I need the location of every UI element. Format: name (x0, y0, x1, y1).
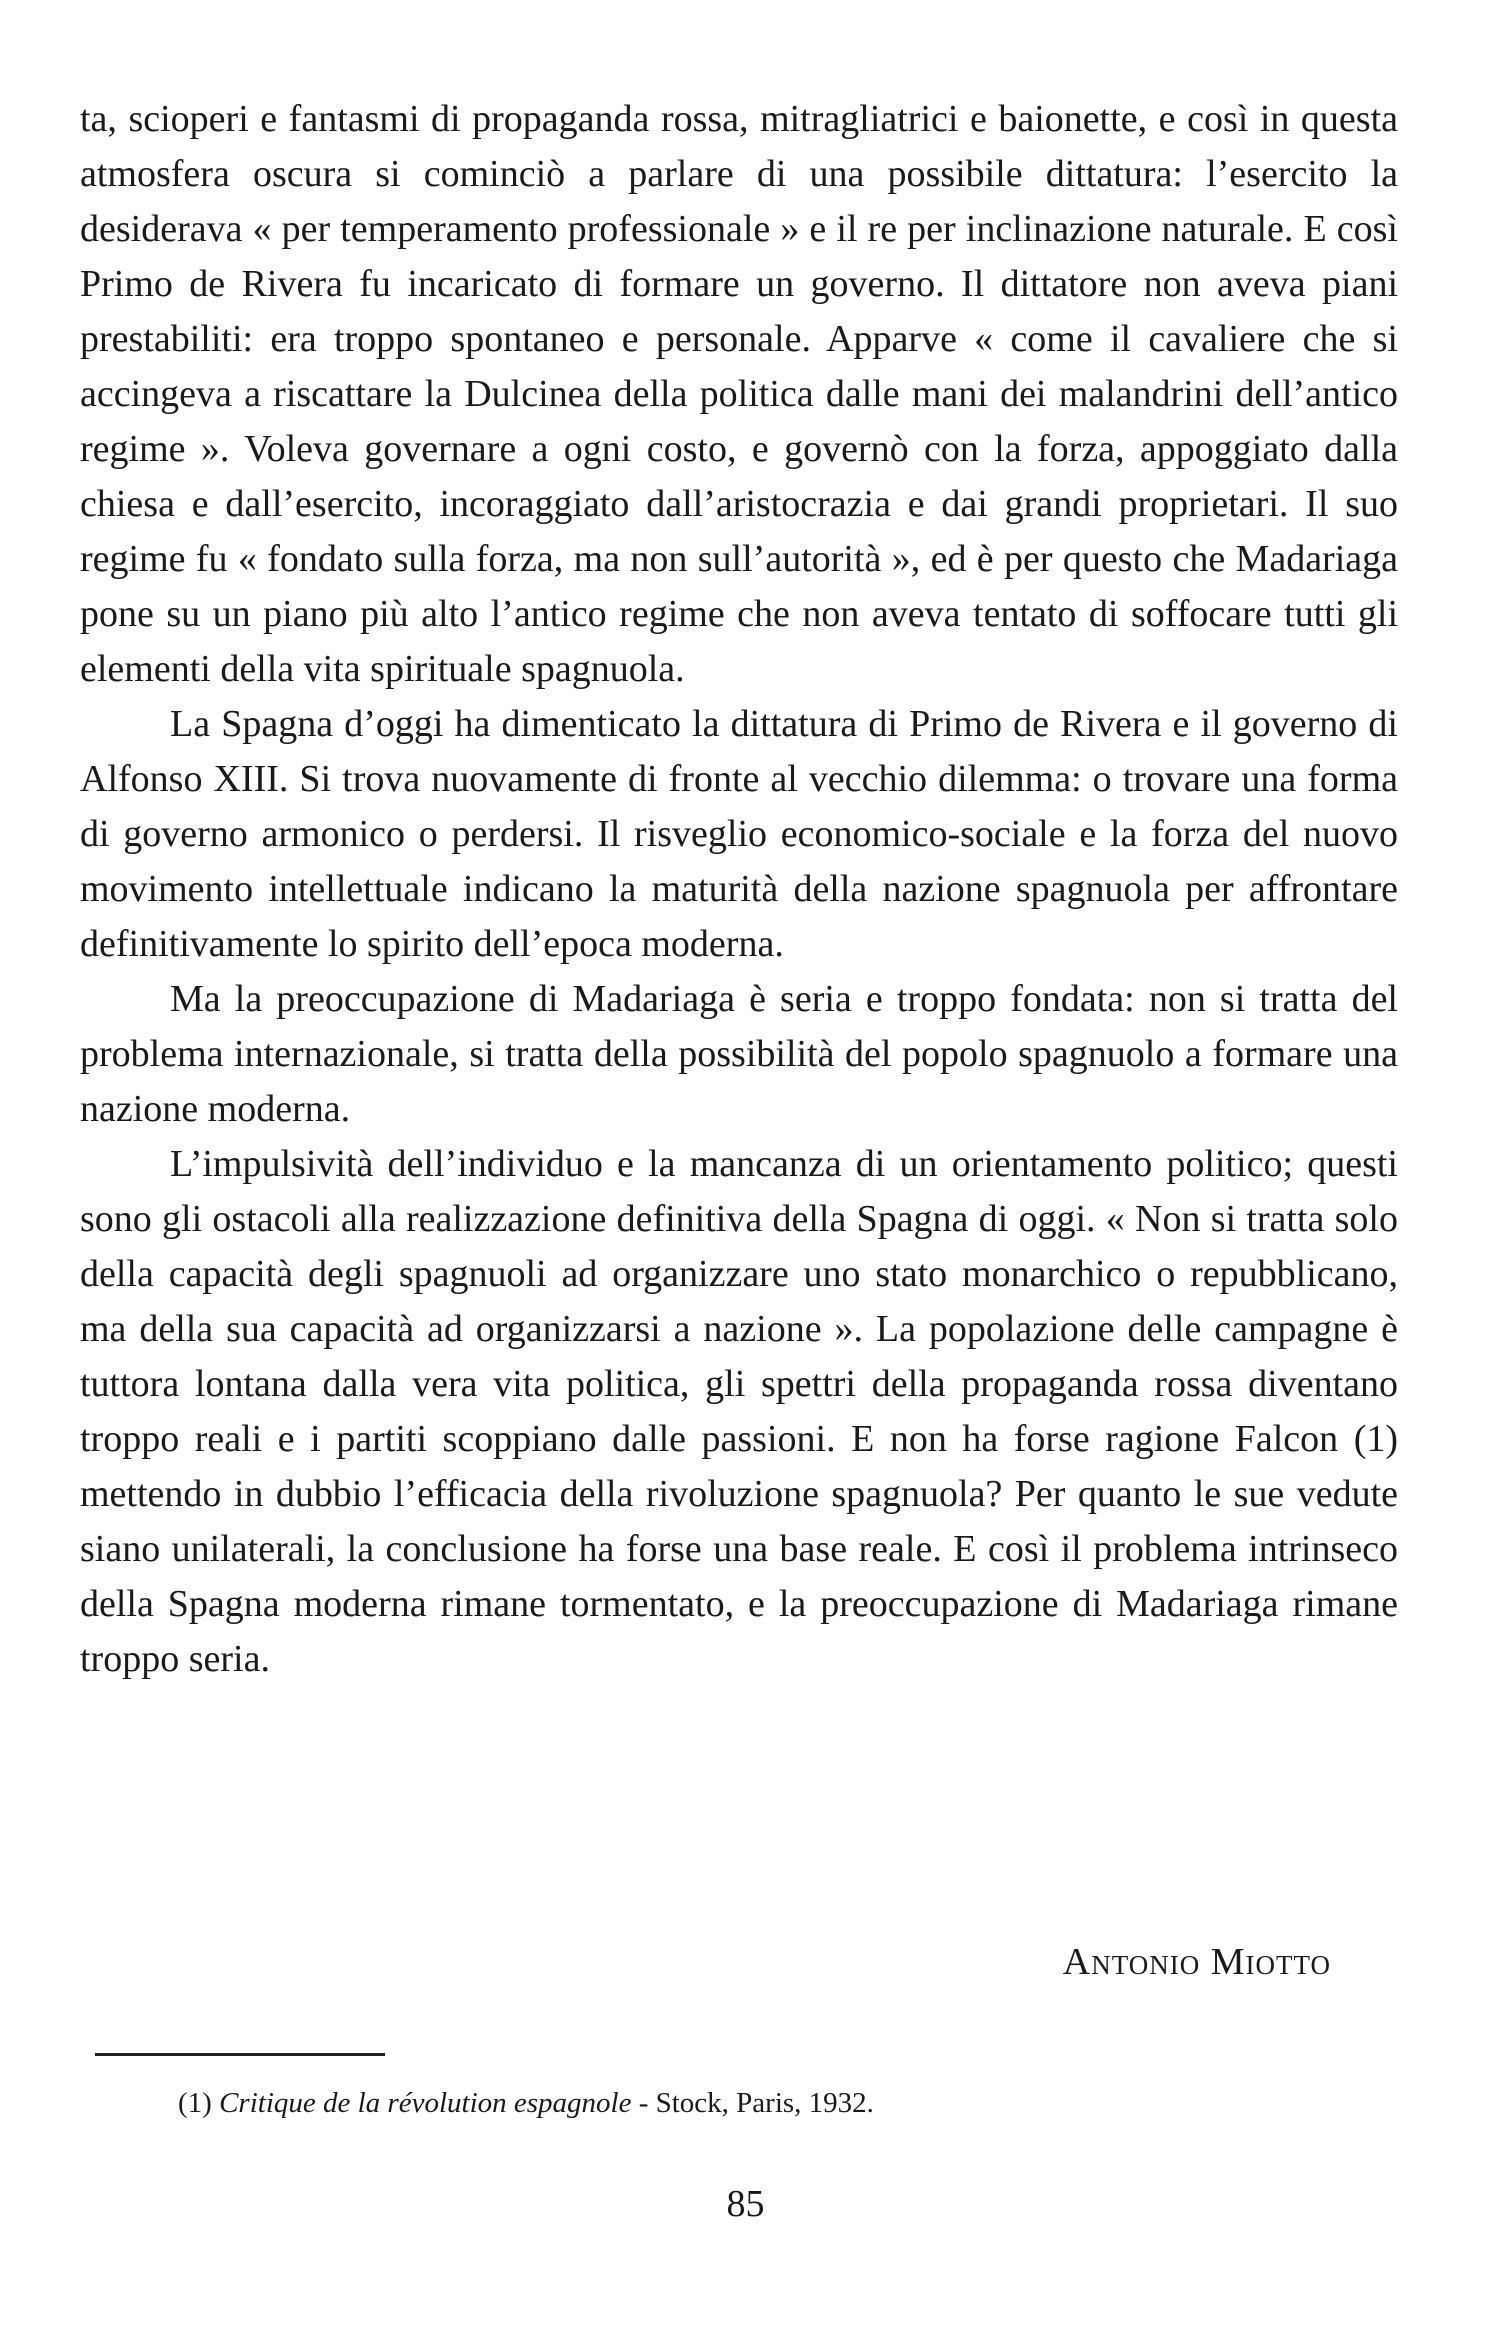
paragraph: Ma la preoccupazione di Madariaga è seria e troppo fondata: non si tratta del problema internazionale, si tratta della possibilità del popolo spagnuolo a formare una nazione moderna. (80, 978, 1398, 1130)
body-text (80, 92, 1398, 1687)
footnote-marker: (1) (178, 2087, 212, 2119)
paragraph: La Spagna d’oggi ha dimenticato la dittatura di Primo de Rivera e il governo di Alfonso XIII. Si trova nuovamente di fronte al vecchio dilemma: o trovare una forma di governo armonico o perdersi. Il risveglio economico-sociale e la forza del nuovo movimento intellettuale indicano la maturità della nazione spagnuola per affrontare definitivamente lo spirito dell’epoca moderna. (80, 703, 1398, 965)
page-number: 85 (726, 2183, 765, 2225)
paragraph: L’impulsività dell’individuo e la mancanza di un orientamento politico; questi sono gli ostacoli alla realizzazione definitiva della Spagna di oggi. « Non si tratta solo della capacità degli spagnuoli ad organizzare uno stato monarchico o repubblicano, ma della sua capacità ad organizzarsi a nazione ». La popolazione delle campagne è tuttora lontana dalla vera vita politica, gli spettri della propaganda rossa diventano troppo reali e i partiti scoppiano dalle passioni. E non ha forse ragione Falcon (1) mettendo in dubbio l’efficacia della rivoluzione spagnuola? Per quanto le sue vedute siano unilaterali, la conclusione ha forse una base reale. E così il problema intrinseco della Spagna moderna rimane tormentato, e la preoccupazione di Madariaga rimane troppo seria. (80, 1143, 1398, 1680)
footnote-publisher: - Stock, Paris, 1932. (638, 2087, 874, 2119)
author-signature: Antonio Miotto (1062, 1941, 1331, 1983)
footnote (178, 2085, 874, 2121)
paragraph: ta, scioperi e fantasmi di propaganda rossa, mitragliatrici e baionette, e così in questa atmosfera oscura si cominciò a parlare di una possibile dittatura: l’esercito la desiderava « per temperamento professionale » e il re per inclinazione naturale. E così Primo de Rivera fu incaricato di formare un governo. Il dittatore non aveva piani prestabiliti: era troppo spontaneo e personale. Apparve « come il cavaliere che si accingeva a riscattare la Dulcinea della politica dalle mani dei malandrini dell’antico regime ». Voleva governare a ogni costo, e governò con la forza, appoggiato dalla chiesa e dall’esercito, incoraggiato dall’aristocrazia e dai grandi proprietari. Il suo regime fu « fondato sulla forza, ma non sull’autorità », ed è per questo che Madariaga pone su un piano più alto l’antico regime che non aveva tentato di soffocare tutti gli elementi della vita spirituale spagnuola. (80, 98, 1398, 690)
footnote-divider (95, 2053, 385, 2056)
footnote-work-title: Critique de la révolution espagnole (219, 2087, 632, 2119)
